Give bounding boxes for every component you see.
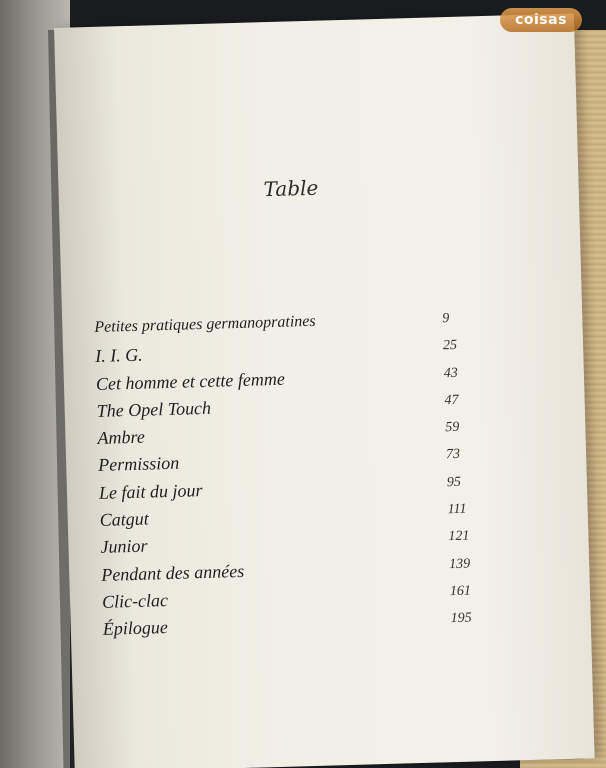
toc-entry-page: 139 (448, 556, 471, 572)
toc-entry-page: 25 (442, 338, 458, 354)
toc-entry-page: 95 (446, 474, 462, 490)
toc-entry-label: Cet homme et cette femme (95, 368, 286, 394)
toc-entry-label: Ambre (97, 426, 146, 449)
toc-entry-label: Permission (97, 453, 180, 476)
toc-title: Table (263, 175, 319, 202)
toc-entry-label: Clic-clac (101, 590, 169, 612)
toc-entry-label: Le fait du jour (98, 479, 203, 503)
toc-entry-label: Pendant des années (101, 560, 245, 585)
watermark-logo: coisas (500, 8, 582, 32)
toc-entry-page: 195 (450, 610, 472, 627)
toc-entry-label: Catgut (99, 508, 150, 530)
toc-entry-page: 43 (443, 365, 458, 381)
toc-entry-label: I. I. G. (94, 344, 143, 367)
toc-entry-page: 161 (449, 583, 472, 600)
toc-entry-label: Petites pratiques germanopratines (94, 312, 316, 336)
toc-entry-page: 47 (444, 392, 459, 409)
toc-entry-page: 121 (448, 528, 470, 545)
toc-entry-label: Épilogue (102, 617, 169, 640)
toc-entry-page: 73 (445, 447, 461, 463)
book-page (54, 13, 595, 768)
toc-entry-page: 9 (442, 311, 450, 327)
toc-entry-label: Junior (100, 535, 148, 558)
toc-entry-label: The Opel Touch (96, 397, 212, 421)
toc-entry-page: 59 (445, 420, 460, 436)
toc-list (94, 308, 503, 647)
toc-entry-page: 111 (447, 501, 467, 518)
